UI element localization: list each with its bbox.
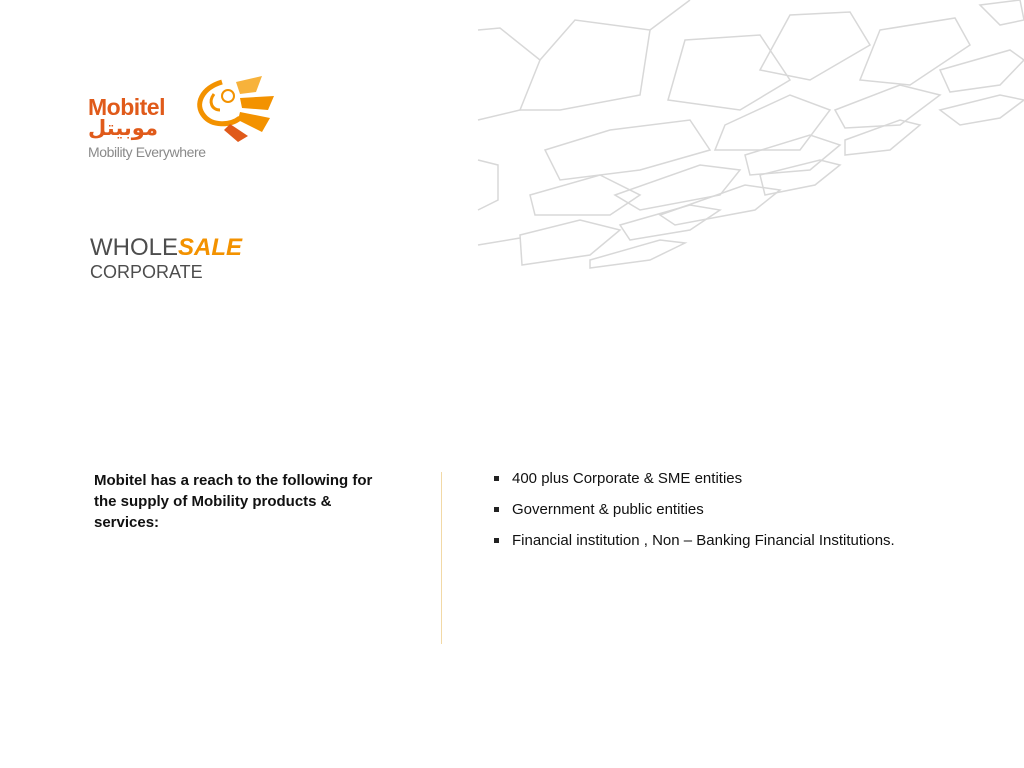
logo-tagline: Mobility Everywhere [88, 144, 206, 160]
mobitel-logo [86, 74, 276, 164]
bullet-text: Government & public entities [512, 501, 704, 518]
logo-brand-text: Mobitel [88, 94, 165, 120]
vertical-divider [441, 472, 442, 644]
list-item [494, 468, 994, 490]
logo-swoosh-icon [182, 74, 276, 142]
bullet-square-icon [494, 476, 499, 481]
bullet-text: Financial institution , Non – Banking Financial Institutions. [512, 532, 895, 549]
title-subtitle: CORPORATE [90, 262, 203, 282]
background-hexagon-pattern [470, 0, 1024, 275]
list-item [494, 499, 994, 521]
bullet-square-icon [494, 507, 499, 512]
title-part-whole: WHOLE [90, 234, 179, 261]
intro-text: Mobitel has a reach to the following for the supply of Mobility products & services: [94, 472, 373, 531]
title-part-sale: SALE [178, 234, 243, 261]
slide-title [90, 234, 242, 282]
title-line [90, 234, 242, 262]
bullet-list [494, 468, 994, 561]
bullet-text: 400 plus Corporate & SME entities [512, 470, 743, 487]
logo-arabic-text: موبيتل [88, 116, 158, 140]
list-item [494, 530, 994, 552]
bullet-square-icon [494, 538, 499, 543]
